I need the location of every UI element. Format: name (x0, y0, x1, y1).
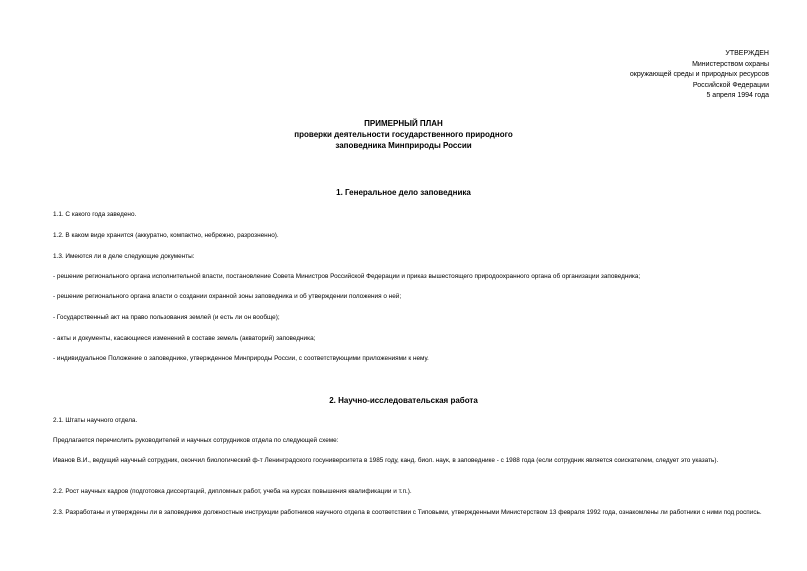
section-2-paragraph-4: 2.2. Рост научных кадров (подготовка диссертаций, дипломных работ, учеба на курсах повышения квалификации и т.п.). (53, 488, 412, 495)
title-line-3: заповедника Минприроды России (335, 141, 472, 150)
approval-line-3: окружающей среды и природных ресурсов (629, 71, 769, 78)
section-2-heading: 2. Научно-исследовательская работа (329, 396, 478, 405)
section-2-paragraph-5: 2.3. Разработаны и утверждены ли в заповеднике должностные инструкции работников научного отдела в соответствии с Типовыми, утвержденными Министерством 13 февраля 1992 года, ознакомлены ли работники с ними под роспись. (53, 509, 762, 516)
section-1-bullet-3: - Государственный акт на право пользования землей (и есть ли он вообще); (53, 314, 280, 321)
approval-line-1: УТВЕРЖДЕН (725, 50, 769, 57)
section-1-heading: 1. Генеральное дело заповедника (336, 188, 471, 197)
section-2-paragraph-3: Иванов В.И., ведущий научный сотрудник, окончил биологический ф-т Ленинградского госуниверситета в 1985 году, канд. биол. наук, в заповеднике - с 1988 года (если сотрудник является соискателем, следует это указать). (53, 457, 719, 464)
approval-stamp (630, 49, 769, 102)
document-title (0, 118, 807, 151)
section-1-bullet-1: - решение регионального органа исполнительной власти, постановление Совета Министров Российской Федерации и приказ вышестоящего природоохранного органа об организации заповедника; (53, 273, 641, 280)
approval-line-5: 5 апреля 1994 года (706, 92, 769, 99)
approval-line-4: Российской Федерации (692, 81, 769, 89)
section-1-bullet-5: - индивидуальное Положение о заповеднике, утвержденное Минприроды России, с соответствующими приложениями к нему. (53, 355, 429, 362)
section-1-bullet-2: - решение регионального органа власти о создании охранной зоны заповедника и об утверждении положения о ней; (53, 293, 402, 300)
section-2-paragraph-1: 2.1. Штаты научного отдела. (53, 417, 138, 424)
section-1-bullet-4: - акты и документы, касающиеся изменений в составе земель (акваторий) заповедника; (53, 335, 316, 342)
section-1-paragraph-1: 1.1. С какого года заведено. (53, 211, 137, 218)
approval-line-2: Министерством охраны (692, 60, 769, 68)
section-2-paragraph-2: Предлагается перечислить руководителей и научных сотрудников отдела по следующей схеме: (53, 437, 339, 444)
title-line-1: ПРИМЕРНЫЙ ПЛАН (364, 119, 443, 128)
section-1-paragraph-3: 1.3. Имеются ли в деле следующие документы: (53, 253, 195, 260)
title-line-2: проверки деятельности государственного природного (294, 130, 513, 139)
section-1-paragraph-2: 1.2. В каком виде хранится (аккуратно, компактно, небрежно, разрозненно). (53, 232, 279, 239)
